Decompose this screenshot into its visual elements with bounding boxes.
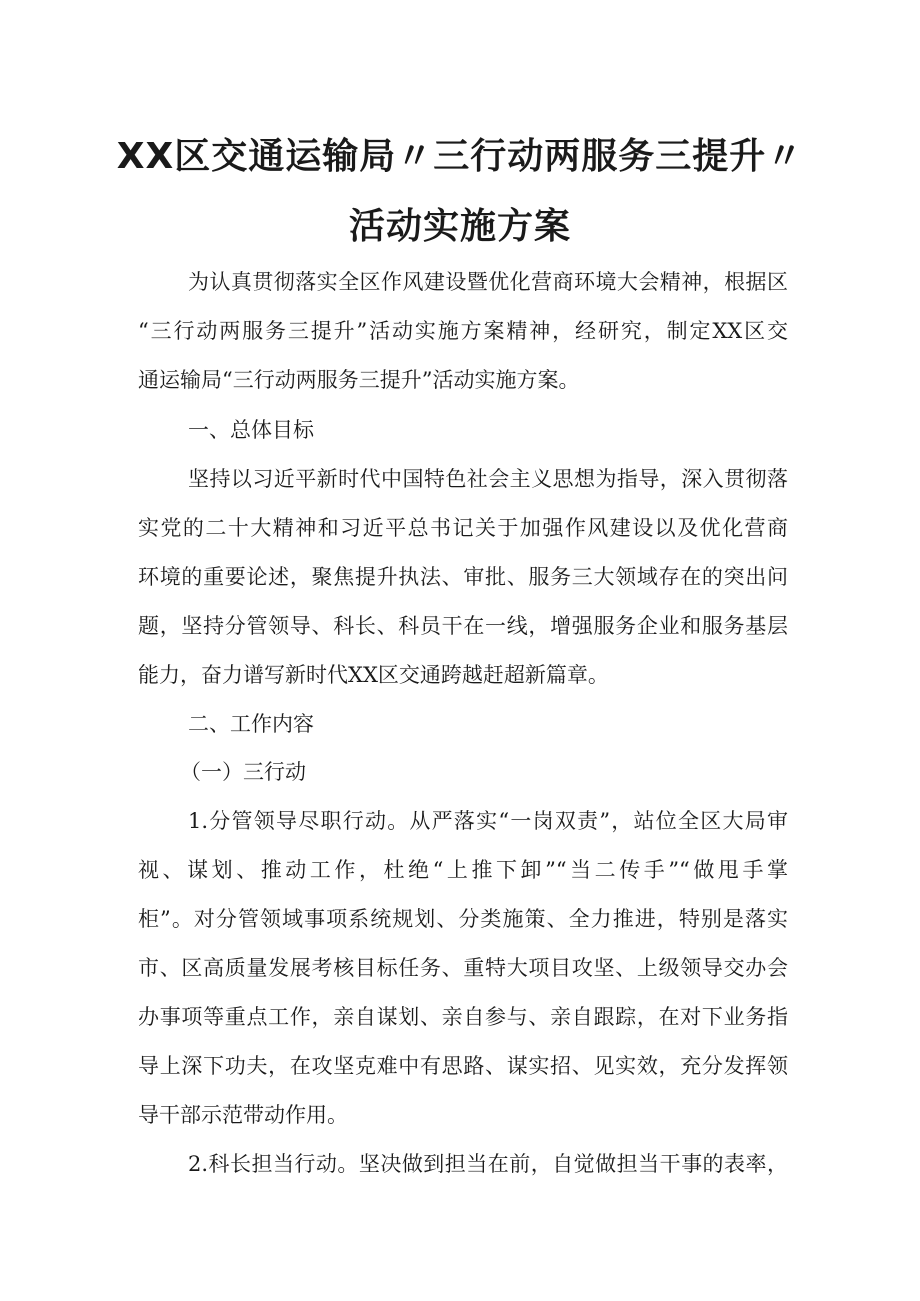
section-1-line-2: 实党的二十大精神和习近平总书记关于加强作风建设以及优化营商 [138,516,788,540]
item-2-line-1: 2.科长担当行动。坚决做到担当在前，自觉做担当干事的表率， [188,1152,788,1176]
section-1-line-5: 能力，奋力谱写新时代XX区交通跨越赶超新篇章。 [138,663,609,687]
intro-line-2: “三行动两服务三提升”活动实施方案精神，经研究，制定XX区交 [138,319,788,343]
document-title-line-1: XX区交通运输局〃三行动两服务三提升〃 [116,136,804,177]
item-1-line-5: 办事项等重点工作，亲自谋划、亲自参与、亲自跟踪，在对下业务指 [138,1005,788,1029]
section-2-heading: 二、工作内容 [188,712,314,736]
item-1-line-6: 导上深下功夫，在攻坚克难中有思路、谋实招、见实效，充分发挥领 [138,1054,788,1078]
item-1-line-4: 市、区高质量发展考核目标任务、重特大项目攻坚、上级领导交办会 [138,956,788,980]
section-2-subheading: （一）三行动 [180,760,306,784]
section-1-heading: 一、总体目标 [188,418,314,442]
intro-line-3: 通运输局“三行动两服务三提升”活动实施方案。 [138,368,580,392]
section-1-line-1: 坚持以习近平新时代中国特色社会主义思想为指导，深入贯彻落 [188,467,788,491]
section-1-line-3: 环境的重要论述，聚焦提升执法、审批、服务三大领域存在的突出问 [138,565,788,589]
item-1-line-2: 视、谋划、推动工作，杜绝“上推下卸”“当二传手”“做甩手掌 [138,858,788,882]
section-1-line-4: 题，坚持分管领导、科长、科员干在一线，增强服务企业和服务基层 [138,614,788,638]
intro-line-1: 为认真贯彻落实全区作风建设暨优化营商环境大会精神，根据区 [188,270,788,294]
item-1-line-3: 柜”。对分管领域事项系统规划、分类施策、全力推进，特别是落实 [138,907,788,931]
item-1-line-7: 导干部示范带动作用。 [138,1103,348,1127]
document-title-line-2: 活动实施方案 [348,206,571,247]
item-1-line-1: 1.分管领导尽职行动。从严落实“一岗双责”，站位全区大局审 [188,809,788,833]
